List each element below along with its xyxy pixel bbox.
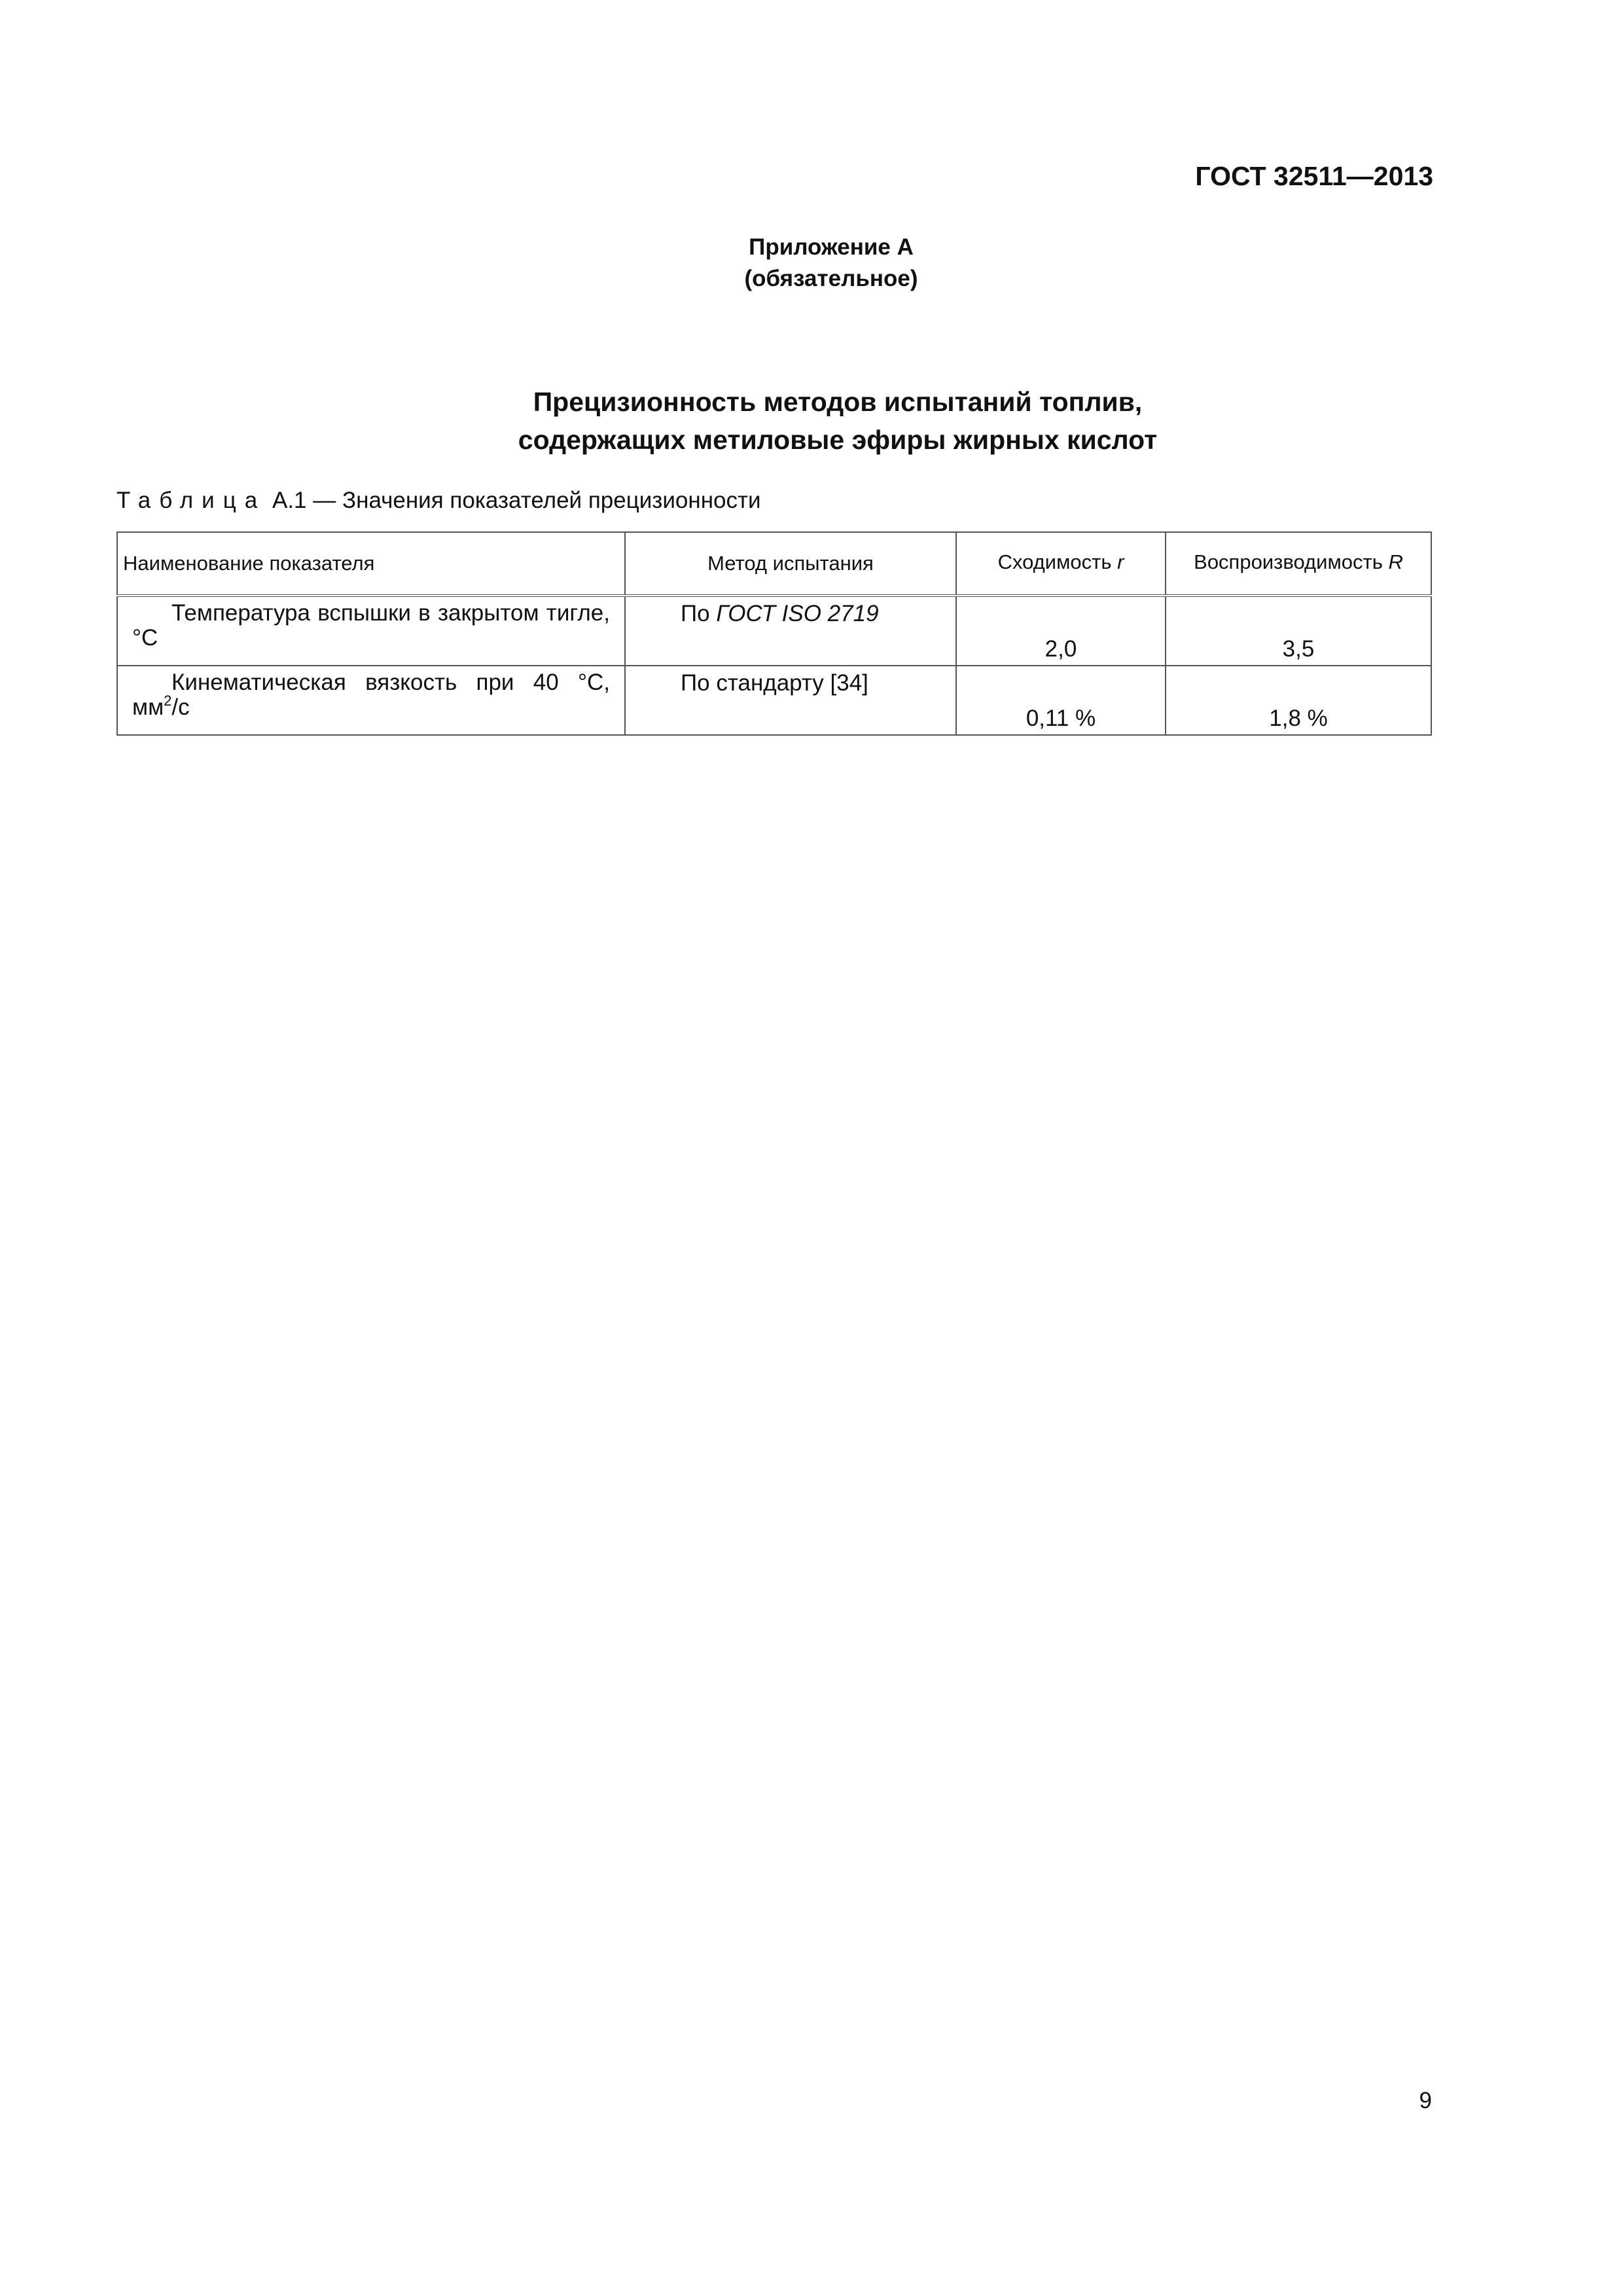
table-caption [116,488,761,514]
header-name: Наименование показателя [117,532,625,596]
header-repeatability-symbol: r [1117,550,1124,573]
header-reproducibility [1166,532,1431,596]
table-caption-dash: — [313,488,336,513]
standard-code: ГОСТ 32511—2013 [1195,161,1433,191]
table-caption-number: А.1 [272,488,307,513]
row-1-name: Температура вспышки в закрытом тигле, °С [117,596,625,666]
annex-status: (обязательное) [744,266,918,291]
table-caption-prefix: Таблица [116,488,266,513]
header-reproducibility-symbol: R [1388,550,1403,573]
annex-heading [0,232,1623,295]
row-1-repeatability: 2,0 [956,596,1166,666]
section-title-line-1: Прецизионность методов испытаний топлив, [533,387,1143,417]
precision-table [116,531,1432,736]
row-2-method: По стандарту [34] [625,666,956,735]
row-2-repeatability: 0,11 % [956,666,1166,735]
table-header-row [117,532,1431,596]
header-reproducibility-label: Воспроизводимость [1194,550,1383,573]
page-number: 9 [1419,2088,1432,2113]
header-repeatability-label: Сходимость [997,550,1112,573]
table-caption-text: Значения показателей прецизионности [342,488,761,513]
row-1-method-ref: ГОСТ ISO 2719 [716,601,879,626]
section-title-line-2: содержащих метиловые эфиры жирных кислот [518,425,1158,455]
table-row [117,666,1431,735]
table-row [117,596,1431,666]
row-2-reproducibility: 1,8 % [1166,666,1431,735]
annex-title: Приложение А [749,234,914,260]
row-2-name: Кинематическая вязкость при 40 °С, $мм^2/с$ [117,666,625,735]
row-1-reproducibility: 3,5 [1166,596,1431,666]
row-1-method: По ГОСТ ISO 2719 [625,596,956,666]
header-repeatability [956,532,1166,596]
section-title [0,383,1623,459]
header-method: Метод испытания [625,532,956,596]
